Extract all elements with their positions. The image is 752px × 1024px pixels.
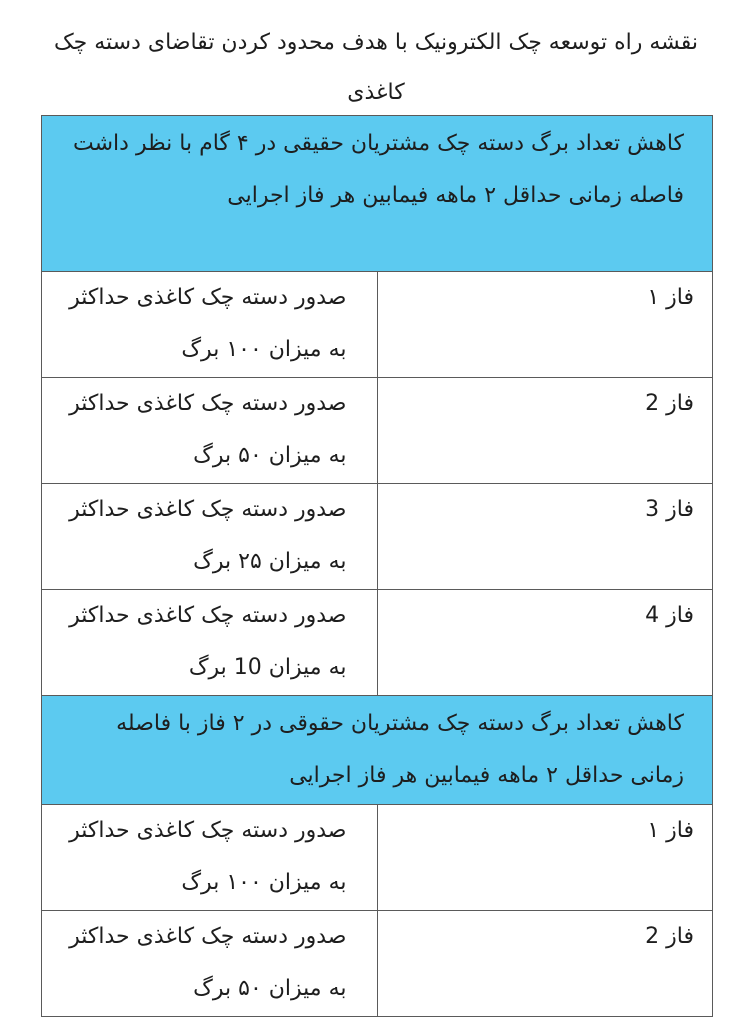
table-row <box>42 911 713 1017</box>
page-title: نقشه راه توسعه چک الکترونیک با هدف محدود کردن تقاضای دسته چک کاغذی <box>53 30 699 105</box>
phase-description: صدور دسته چک کاغذی حداکثر به میزان ۵۰ برگ <box>42 378 378 484</box>
section-heading-legal: کاهش تعداد برگ دسته چک مشتریان حقوقی در ۲ فاز با فاصله زمانی حداقل ۲ ماهه فیمابین هر فاز اجرایی <box>42 696 713 805</box>
section-header-row <box>42 116 713 272</box>
phase-label: فاز ۱ <box>377 272 713 378</box>
phase-label: فاز 2 <box>377 378 713 484</box>
table-row <box>42 272 713 378</box>
section-header-row <box>42 696 713 805</box>
table-row <box>42 805 713 911</box>
phase-description: صدور دسته چک کاغذی حداکثر به میزان ۱۰۰ برگ <box>42 272 378 378</box>
phase-label: فاز 4 <box>377 590 713 696</box>
table-row <box>42 484 713 590</box>
roadmap-table <box>41 115 713 1017</box>
section-heading-individual: کاهش تعداد برگ دسته چک مشتریان حقیقی در ۴ گام با نظر داشت فاصله زمانی حداقل ۲ ماهه فیمابین هر فاز اجرایی <box>42 116 713 272</box>
phase-description: صدور دسته چک کاغذی حداکثر به میزان ۱۰۰ برگ <box>42 805 378 911</box>
table-row <box>42 378 713 484</box>
phase-description: صدور دسته چک کاغذی حداکثر به میزان ۵۰ برگ <box>42 911 378 1017</box>
phase-label: فاز ۱ <box>377 805 713 911</box>
table-row <box>42 590 713 696</box>
phase-description: صدور دسته چک کاغذی حداکثر به میزان ۲۵ برگ <box>42 484 378 590</box>
phase-label: فاز 3 <box>377 484 713 590</box>
phase-description: صدور دسته چک کاغذی حداکثر به میزان 10 برگ <box>42 590 378 696</box>
phase-label: فاز 2 <box>377 911 713 1017</box>
